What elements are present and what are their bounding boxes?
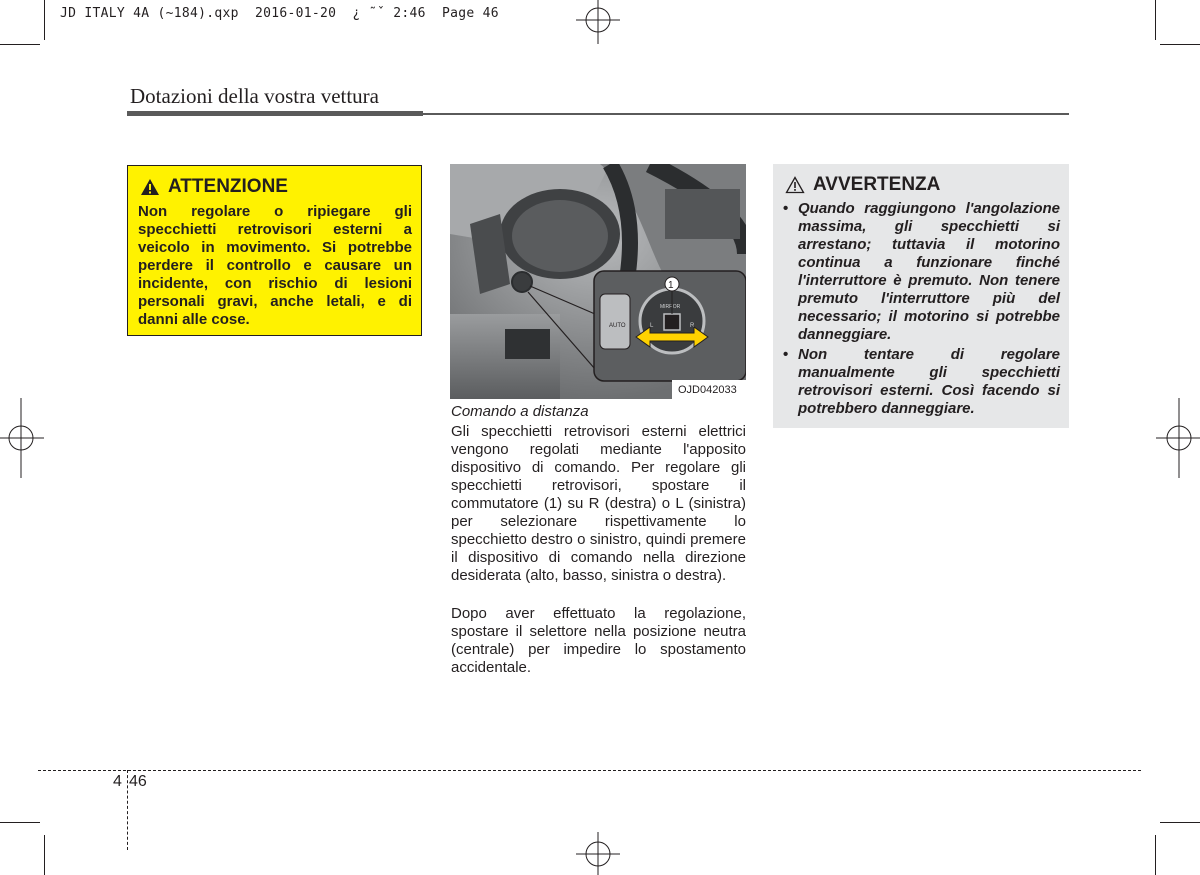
caution-title: ATTENZIONE	[168, 176, 288, 197]
caution-text: Non regolare o ripiegare gli specchietti retrovisori esterni a veicolo in movimento. Si potrebbe perdere il controllo e causare un incidente, con rischio di lesioni personali gravi, anche letali, e di danni alle cose.	[138, 203, 412, 328]
figure-code: OJD042033	[678, 384, 737, 396]
crop-mark	[1160, 44, 1200, 45]
callout-number: 1	[668, 280, 674, 291]
crop-mark	[0, 44, 40, 45]
header-rule-thin	[423, 113, 1069, 115]
registration-mark-left	[0, 398, 46, 478]
auto-label: AUTO	[609, 323, 626, 329]
crop-mark	[1155, 835, 1156, 875]
crop-mark	[0, 822, 40, 823]
registration-mark-top	[572, 0, 624, 46]
warning-heading	[783, 174, 1060, 196]
crop-mark	[1160, 822, 1200, 823]
warning-item: • Quando raggiungono l'angolazione massima, gli specchietti si arrestano; tuttavia il motorino continua a funzionare finché l'interruttore è premuto. Non tenere premuto l'interruttore più del necessario; il motorino si potrebbe danneggiare.	[783, 200, 1060, 344]
body-paragraph-2: Dopo aver effettuato la regolazione, spostare il selettore nella posizione neutra (centrale) per impedire lo spostamento accidentale.	[451, 605, 746, 676]
page-number	[113, 773, 147, 791]
mirror-control-photo	[450, 164, 746, 399]
warning-outline-triangle-icon	[785, 176, 805, 194]
print-slug: JD ITALY 4A (~184).qxp 2016-01-20 ¿ ˜ˇ 2:46 Page 46	[60, 6, 499, 21]
right-letter: R	[690, 323, 695, 329]
crop-mark	[44, 0, 45, 40]
footer-dashed-rule	[38, 770, 1141, 771]
crop-mark	[1155, 0, 1156, 40]
dashboard-illustration	[450, 164, 746, 399]
chapter-number: 4	[113, 773, 122, 790]
caution-box	[127, 165, 422, 336]
caution-heading	[140, 176, 412, 198]
switch-label: MIRROR	[660, 304, 681, 310]
crop-mark	[44, 835, 45, 875]
registration-mark-right	[1154, 398, 1200, 478]
figure-caption: Comando a distanza	[451, 403, 589, 420]
warning-item: • Non tentare di regolare manualmente gli specchietti retrovisori esterni. Così facendo si potrebbero danneggiare.	[783, 346, 1060, 418]
section-title: Dotazioni della vostra vettura	[130, 84, 379, 108]
warning-list	[783, 200, 1060, 418]
registration-mark-bottom	[572, 830, 624, 875]
body-paragraph-1: Gli specchietti retrovisori esterni elettrici vengono regolati mediante l'apposito dispositivo di comando. Per regolare gli specchietti retrovisori, spostare il commutatore (1) su R (destra) o L (sinistra) per selezionare rispettivamente lo specchietto destro o sinistro, quindi premere il dispositivo di comando nella direzione desiderata (alto, basso, sinistra o destra).	[451, 423, 746, 584]
warning-title: AVVERTENZA	[813, 174, 941, 195]
warning-triangle-icon	[140, 178, 160, 196]
left-letter: L	[650, 323, 654, 329]
page-number-value: 46	[129, 773, 147, 790]
warning-box	[773, 164, 1069, 428]
header-rule-thick	[127, 111, 423, 116]
